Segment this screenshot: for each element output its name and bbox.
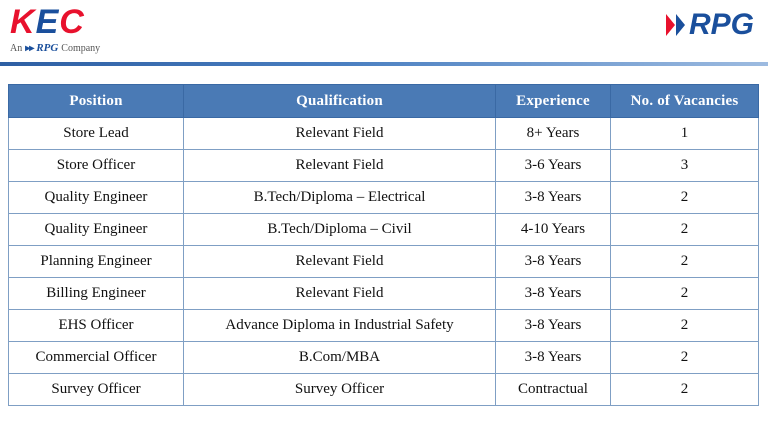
rpg-chevron-icon: [666, 14, 685, 36]
cell-position: Store Officer: [9, 150, 184, 182]
header-divider: [0, 62, 768, 66]
cell-position: Quality Engineer: [9, 182, 184, 214]
table-body: [9, 118, 759, 406]
cell-position: Planning Engineer: [9, 246, 184, 278]
cell-position: Quality Engineer: [9, 214, 184, 246]
cell-experience: 3-8 Years: [496, 310, 611, 342]
kec-tagline: [10, 42, 190, 54]
cell-experience: 3-8 Years: [496, 278, 611, 310]
table-header-row: [9, 85, 759, 118]
cell-vacancies: 2: [611, 342, 759, 374]
cell-vacancies: 2: [611, 214, 759, 246]
table-row: [9, 374, 759, 406]
table-row: [9, 246, 759, 278]
table-row: [9, 278, 759, 310]
table-row: [9, 118, 759, 150]
cell-qualification: Relevant Field: [184, 278, 496, 310]
cell-experience: 3-6 Years: [496, 150, 611, 182]
cell-vacancies: 2: [611, 246, 759, 278]
column-header-qualification: Qualification: [184, 85, 496, 118]
vacancy-table-container: [8, 84, 758, 406]
cell-position: Survey Officer: [9, 374, 184, 406]
cell-experience: 8+ Years: [496, 118, 611, 150]
kec-letter-c: C: [59, 3, 85, 41]
vacancy-table: [8, 84, 759, 406]
cell-qualification: B.Tech/Diploma – Civil: [184, 214, 496, 246]
kec-tagline-prefix: An: [10, 42, 23, 54]
kec-tagline-suffix: Company: [61, 42, 101, 54]
cell-qualification: Relevant Field: [184, 118, 496, 150]
kec-logo: [10, 4, 190, 62]
cell-qualification: B.Com/MBA: [184, 342, 496, 374]
cell-qualification: Advance Diploma in Industrial Safety: [184, 310, 496, 342]
column-header-position: Position: [9, 85, 184, 118]
table-header-row-group: [9, 85, 759, 118]
rpg-chevron-icon-small: ▸▸: [25, 42, 34, 54]
cell-position: Store Lead: [9, 118, 184, 150]
cell-experience: 3-8 Years: [496, 342, 611, 374]
kec-logo-letters: [10, 4, 190, 40]
cell-position: EHS Officer: [9, 310, 184, 342]
rpg-wordmark: RPG: [688, 8, 754, 41]
cell-vacancies: 1: [611, 118, 759, 150]
kec-letter-e: E: [35, 3, 60, 41]
cell-qualification: Survey Officer: [184, 374, 496, 406]
cell-vacancies: 2: [611, 310, 759, 342]
cell-vacancies: 2: [611, 278, 759, 310]
cell-qualification: Relevant Field: [184, 246, 496, 278]
cell-qualification: B.Tech/Diploma – Electrical: [184, 182, 496, 214]
cell-experience: Contractual: [496, 374, 611, 406]
table-row: [9, 182, 759, 214]
cell-vacancies: 2: [611, 374, 759, 406]
column-header-vacancies: No. of Vacancies: [611, 85, 759, 118]
cell-experience: 3-8 Years: [496, 246, 611, 278]
cell-position: Commercial Officer: [9, 342, 184, 374]
document-header: [0, 0, 768, 64]
rpg-logo: [666, 10, 754, 40]
cell-qualification: Relevant Field: [184, 150, 496, 182]
table-row: [9, 310, 759, 342]
cell-experience: 3-8 Years: [496, 182, 611, 214]
cell-position: Billing Engineer: [9, 278, 184, 310]
table-row: [9, 150, 759, 182]
cell-vacancies: 3: [611, 150, 759, 182]
column-header-experience: Experience: [496, 85, 611, 118]
cell-experience: 4-10 Years: [496, 214, 611, 246]
cell-vacancies: 2: [611, 182, 759, 214]
table-row: [9, 342, 759, 374]
kec-letter-k: K: [10, 3, 36, 41]
table-row: [9, 214, 759, 246]
kec-tagline-brand: RPG: [36, 42, 59, 54]
